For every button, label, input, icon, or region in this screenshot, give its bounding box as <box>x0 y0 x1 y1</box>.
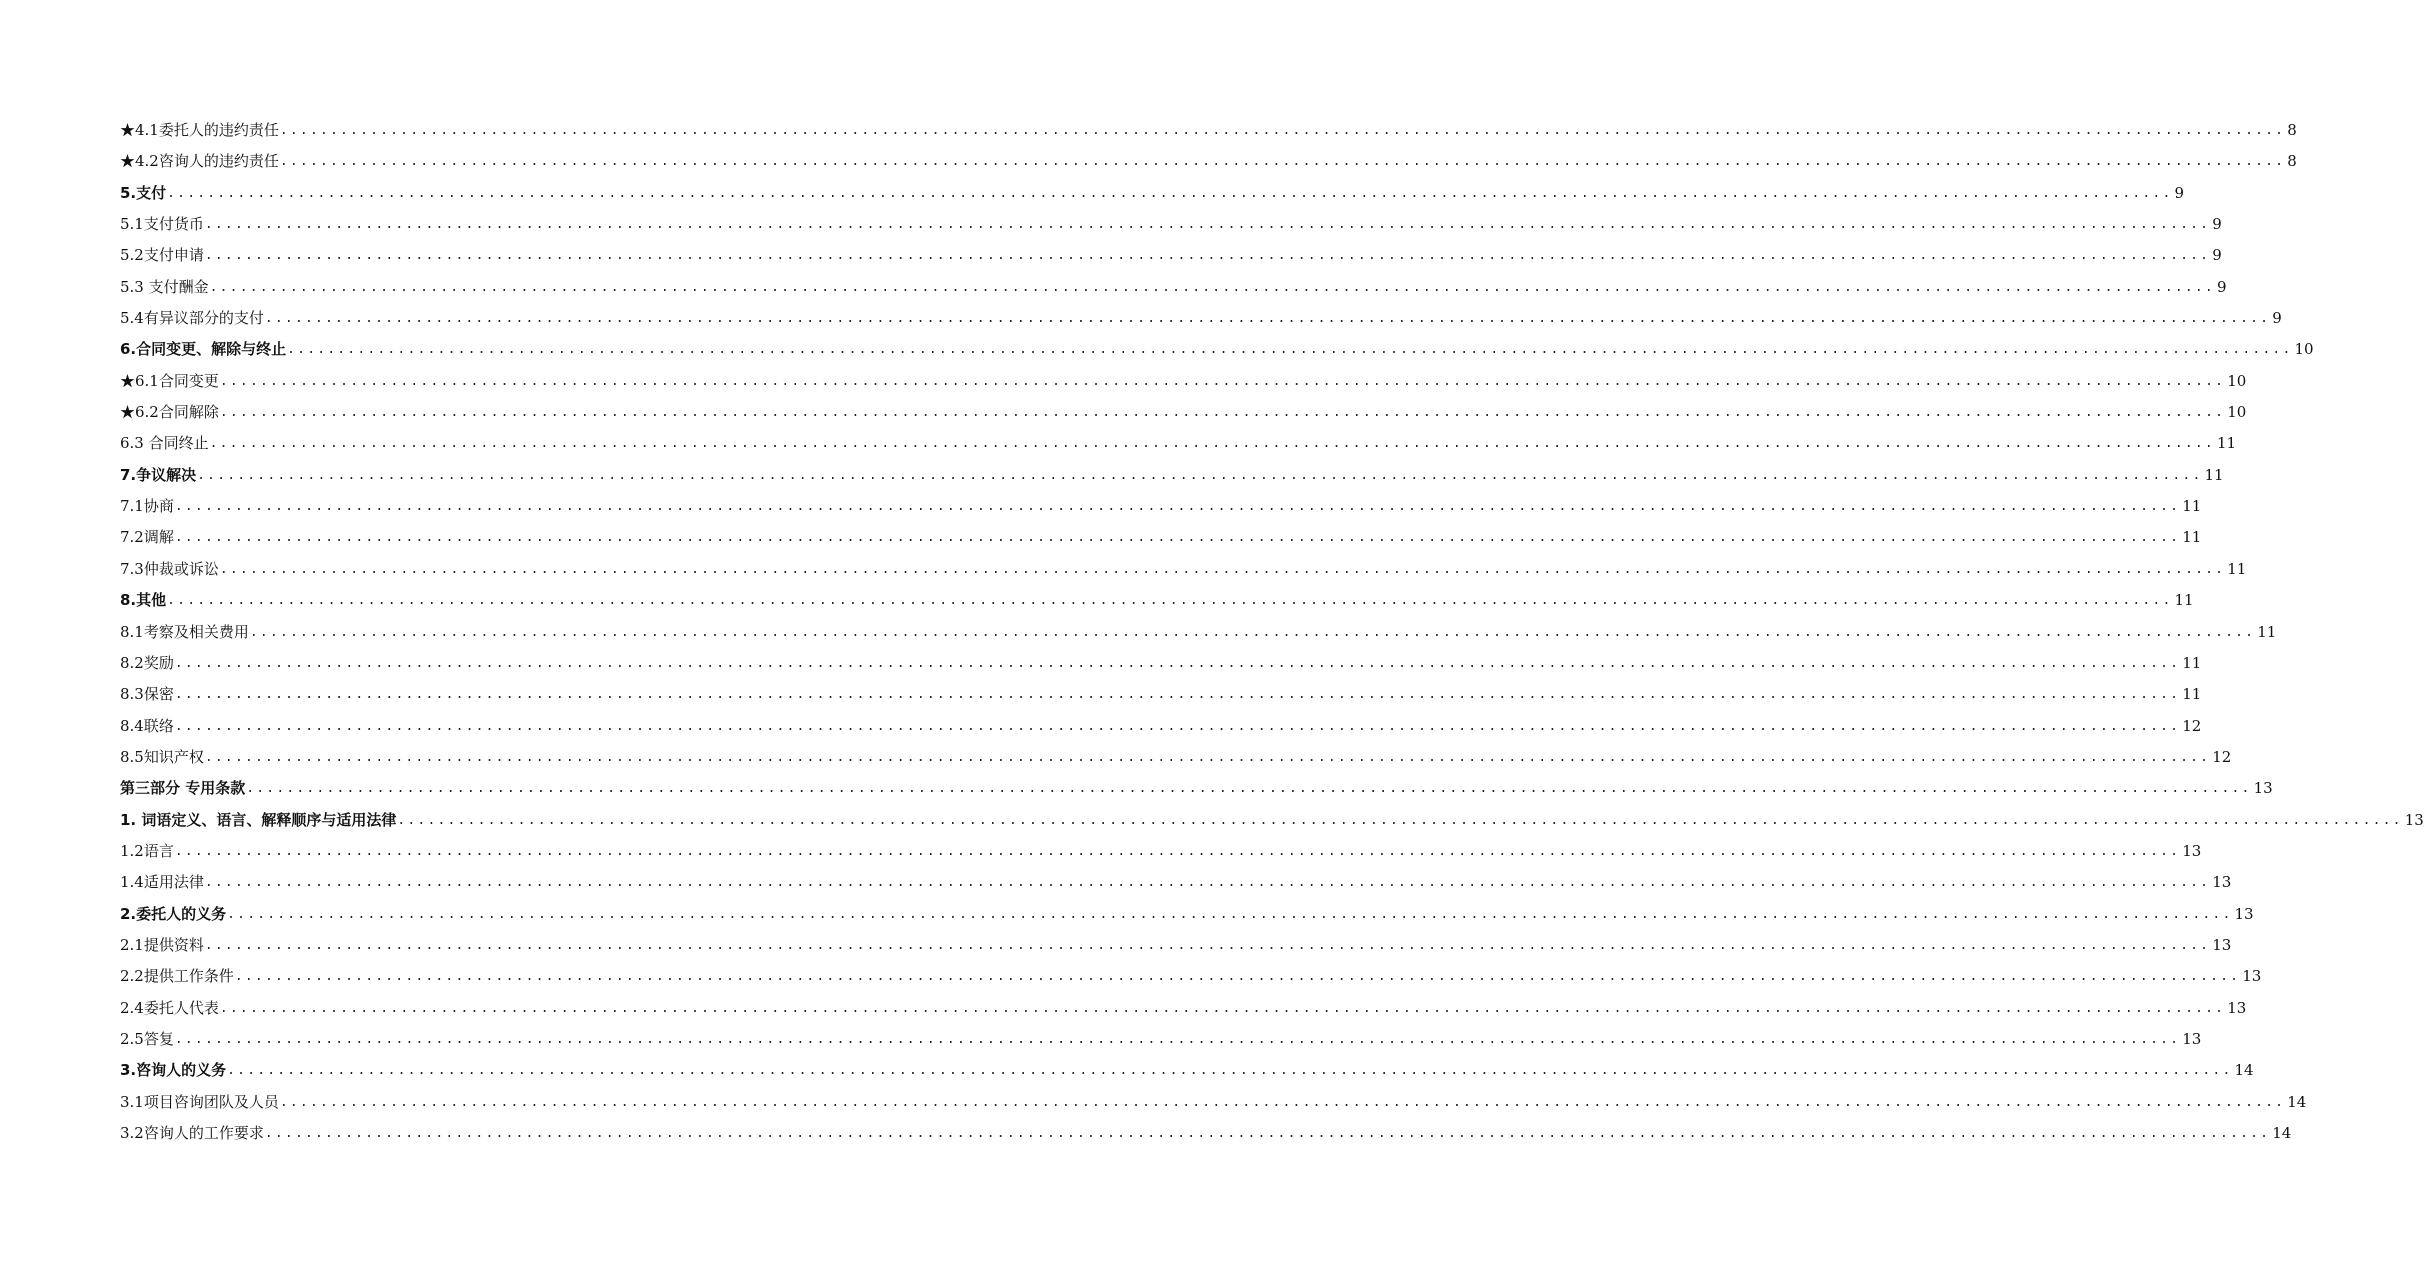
toc-entry-page-number: 11 <box>2182 497 2202 516</box>
toc-entry-page-number: 13 <box>2234 904 2254 923</box>
toc-entry[interactable] <box>120 1024 2202 1055</box>
toc-entry-page-number: 8 <box>2287 152 2297 171</box>
toc-entry-title: 1. 词语定义、语言、解释顺序与适用法律 <box>120 810 397 829</box>
toc-entry-title: 2.2提供工作条件 <box>120 967 234 986</box>
toc-entry-page-number: 8 <box>2287 121 2297 139</box>
toc-entry[interactable] <box>120 1118 2292 1149</box>
toc-entry-title: 8.1考察及相关费用 <box>120 622 249 641</box>
toc-entry-page-number: 11 <box>2182 653 2202 672</box>
toc-entry-title: ★6.2合同解除 <box>120 403 219 422</box>
toc-dot-leader: ........................................................................................................................................................................................................ <box>287 342 2293 358</box>
toc-entry-title: 第三部分 专用条款 <box>120 779 246 798</box>
toc-entry-page-number: 13 <box>2227 998 2247 1017</box>
toc-entry[interactable] <box>120 648 2202 679</box>
toc-entry-page-number: 13 <box>2182 841 2202 860</box>
toc-entry-page-number: 9 <box>2212 215 2222 234</box>
toc-entry-title: 5.4有异议部分的支付 <box>120 309 264 328</box>
toc-entry-title: 7.2调解 <box>120 528 174 547</box>
toc-entry-title: ★6.1合同变更 <box>120 371 219 390</box>
toc-entry-page-number: 11 <box>2182 528 2202 547</box>
toc-dot-leader: ........................................................................................................................................................................................................ <box>174 843 2181 859</box>
toc-dot-leader: ........................................................................................................................................................................................................ <box>264 1126 2271 1141</box>
toc-dot-leader: ........................................................................................................................................................................................................ <box>197 467 2203 483</box>
toc-entry-page-number: 9 <box>2216 277 2227 296</box>
toc-dot-leader: ........................................................................................................................................................................................................ <box>174 655 2181 671</box>
toc-entry-page-number: 11 <box>2182 685 2202 704</box>
toc-entry-title: 8.3保密 <box>120 685 174 704</box>
toc-entry[interactable] <box>120 773 2273 804</box>
toc-entry[interactable] <box>120 836 2202 867</box>
toc-entry-page-number: 14 <box>2234 1061 2254 1080</box>
toc-dot-leader: ........................................................................................................................................................................................................ <box>219 1000 2226 1016</box>
toc-entry[interactable] <box>120 805 2424 836</box>
toc-entry[interactable] <box>120 711 2202 742</box>
toc-entry-title: 8.其他 <box>120 591 167 610</box>
toc-dot-leader: ........................................................................................................................................................................................................ <box>219 561 2226 577</box>
toc-dot-leader: ........................................................................................................................................................................................................ <box>246 781 2252 797</box>
toc-entry[interactable] <box>120 1087 2307 1118</box>
toc-entry[interactable] <box>120 428 2237 459</box>
toc-entry-page-number: 13 <box>2242 967 2262 986</box>
toc-entry[interactable] <box>120 491 2202 522</box>
toc-entry-title: 2.5答复 <box>120 1029 174 1048</box>
toc-entry-title: ★4.2咨询人的违约责任 <box>120 152 279 171</box>
toc-entry[interactable] <box>120 522 2202 553</box>
toc-entry-title: 3.2咨询人的工作要求 <box>120 1124 264 1142</box>
toc-dot-leader: ........................................................................................................................................................................................................ <box>174 530 2181 546</box>
toc-dot-leader: ........................................................................................................................................................................................................ <box>264 311 2271 327</box>
toc-entry[interactable] <box>120 993 2247 1024</box>
toc-entry-page-number: 11 <box>2204 465 2224 484</box>
toc-dot-leader: ........................................................................................................................................................................................................ <box>174 718 2181 734</box>
toc-entry-title: 1.4适用法律 <box>120 873 204 892</box>
toc-entry[interactable] <box>120 146 2297 177</box>
toc-entry[interactable] <box>120 209 2222 240</box>
toc-entry[interactable] <box>120 303 2282 334</box>
toc-entry-page-number: 10 <box>2227 403 2247 422</box>
table-of-contents <box>120 115 2424 1149</box>
toc-entry-title: 2.委托人的义务 <box>120 904 227 923</box>
toc-dot-leader: ........................................................................................................................................................................................................ <box>249 624 2256 640</box>
toc-entry[interactable] <box>120 397 2247 428</box>
toc-entry-title: 8.2奖励 <box>120 653 174 672</box>
toc-dot-leader: ........................................................................................................................................................................................................ <box>174 1031 2181 1047</box>
toc-entry[interactable] <box>120 1055 2254 1086</box>
toc-entry-title: 6.合同变更、解除与终止 <box>120 340 287 359</box>
toc-entry[interactable] <box>120 742 2232 773</box>
toc-entry[interactable] <box>120 617 2277 648</box>
toc-entry[interactable] <box>120 366 2247 397</box>
toc-entry-title: 8.5知识产权 <box>120 747 204 766</box>
toc-entry[interactable] <box>120 178 2185 209</box>
toc-entry[interactable] <box>120 272 2227 303</box>
toc-entry-title: ★4.1委托人的违约责任 <box>120 121 279 139</box>
toc-dot-leader: ........................................................................................................................................................................................................ <box>219 405 2226 421</box>
toc-entry-page-number: 12 <box>2212 747 2232 766</box>
toc-entry-title: 2.1提供资料 <box>120 935 204 954</box>
toc-dot-leader: ........................................................................................................................................................................................................ <box>279 123 2286 138</box>
toc-entry-title: 5.支付 <box>120 183 167 202</box>
toc-dot-leader: ........................................................................................................................................................................................................ <box>204 217 2211 233</box>
toc-entry-title: 7.3仲裁或诉讼 <box>120 559 219 578</box>
toc-dot-leader: ........................................................................................................................................................................................................ <box>167 185 2173 201</box>
toc-entry-title: 1.2语言 <box>120 841 174 860</box>
toc-dot-leader: ........................................................................................................................................................................................................ <box>204 749 2211 765</box>
toc-entry-page-number: 13 <box>2182 1029 2202 1048</box>
toc-entry-title: 3.1项目咨询团队及人员 <box>120 1092 279 1111</box>
toc-entry-page-number: 13 <box>2253 779 2273 798</box>
toc-entry-page-number: 13 <box>2404 810 2424 829</box>
toc-dot-leader: ........................................................................................................................................................................................................ <box>204 248 2211 264</box>
toc-entry-page-number: 10 <box>2294 340 2314 359</box>
toc-dot-leader: ........................................................................................................................................................................................................ <box>204 937 2211 953</box>
toc-entry[interactable] <box>120 115 2297 146</box>
toc-entry[interactable] <box>120 867 2232 898</box>
toc-entry-title: 3.咨询人的义务 <box>120 1061 227 1080</box>
toc-dot-leader: ........................................................................................................................................................................................................ <box>227 1063 2233 1079</box>
toc-entry-page-number: 13 <box>2212 935 2232 954</box>
toc-entry-title: 2.4委托人代表 <box>120 998 219 1017</box>
toc-dot-leader: ........................................................................................................................................................................................................ <box>209 279 2215 295</box>
toc-dot-leader: ........................................................................................................................................................................................................ <box>204 875 2211 891</box>
toc-entry[interactable] <box>120 554 2247 585</box>
toc-entry-title: 5.1支付货币 <box>120 215 204 234</box>
toc-dot-leader: ........................................................................................................................................................................................................ <box>219 373 2226 389</box>
toc-entry-title: 7.争议解决 <box>120 465 197 484</box>
toc-dot-leader: ........................................................................................................................................................................................................ <box>234 969 2241 985</box>
toc-entry[interactable] <box>120 460 2224 491</box>
toc-dot-leader: ........................................................................................................................................................................................................ <box>167 593 2173 609</box>
toc-entry-page-number: 13 <box>2212 873 2232 892</box>
toc-entry[interactable] <box>120 240 2222 271</box>
toc-dot-leader: ........................................................................................................................................................................................................ <box>209 436 2215 452</box>
toc-entry-page-number: 12 <box>2182 716 2202 735</box>
toc-entry-page-number: 11 <box>2174 591 2194 610</box>
toc-entry-title: 5.2支付申请 <box>120 246 204 265</box>
toc-entry-page-number: 9 <box>2212 246 2222 265</box>
toc-entry-page-number: 10 <box>2227 371 2247 390</box>
toc-entry-title: 7.1协商 <box>120 497 174 516</box>
toc-entry-title: 6.3 合同终止 <box>120 434 209 453</box>
toc-entry-page-number: 14 <box>2287 1092 2307 1111</box>
toc-entry[interactable] <box>120 679 2202 710</box>
toc-entry-page-number: 11 <box>2257 622 2277 641</box>
toc-entry-page-number: 11 <box>2227 559 2247 578</box>
toc-dot-leader: ........................................................................................................................................................................................................ <box>227 906 2233 922</box>
toc-dot-leader: ........................................................................................................................................................................................................ <box>279 1094 2286 1110</box>
toc-dot-leader: ........................................................................................................................................................................................................ <box>174 687 2181 703</box>
toc-dot-leader: ........................................................................................................................................................................................................ <box>279 154 2286 170</box>
toc-entry-page-number: 9 <box>2272 309 2282 328</box>
toc-entry[interactable] <box>120 585 2194 616</box>
toc-entry-page-number: 11 <box>2216 434 2237 453</box>
toc-entry-page-number: 14 <box>2272 1124 2292 1142</box>
toc-dot-leader: ........................................................................................................................................................................................................ <box>397 812 2403 828</box>
toc-entry[interactable] <box>120 961 2262 992</box>
toc-entry[interactable] <box>120 930 2232 961</box>
toc-entry-page-number: 9 <box>2174 183 2185 202</box>
toc-entry-title: 5.3 支付酬金 <box>120 277 209 296</box>
toc-entry[interactable] <box>120 334 2314 365</box>
toc-entry-title: 8.4联络 <box>120 716 174 735</box>
toc-entry[interactable] <box>120 899 2254 930</box>
toc-dot-leader: ........................................................................................................................................................................................................ <box>174 499 2181 515</box>
